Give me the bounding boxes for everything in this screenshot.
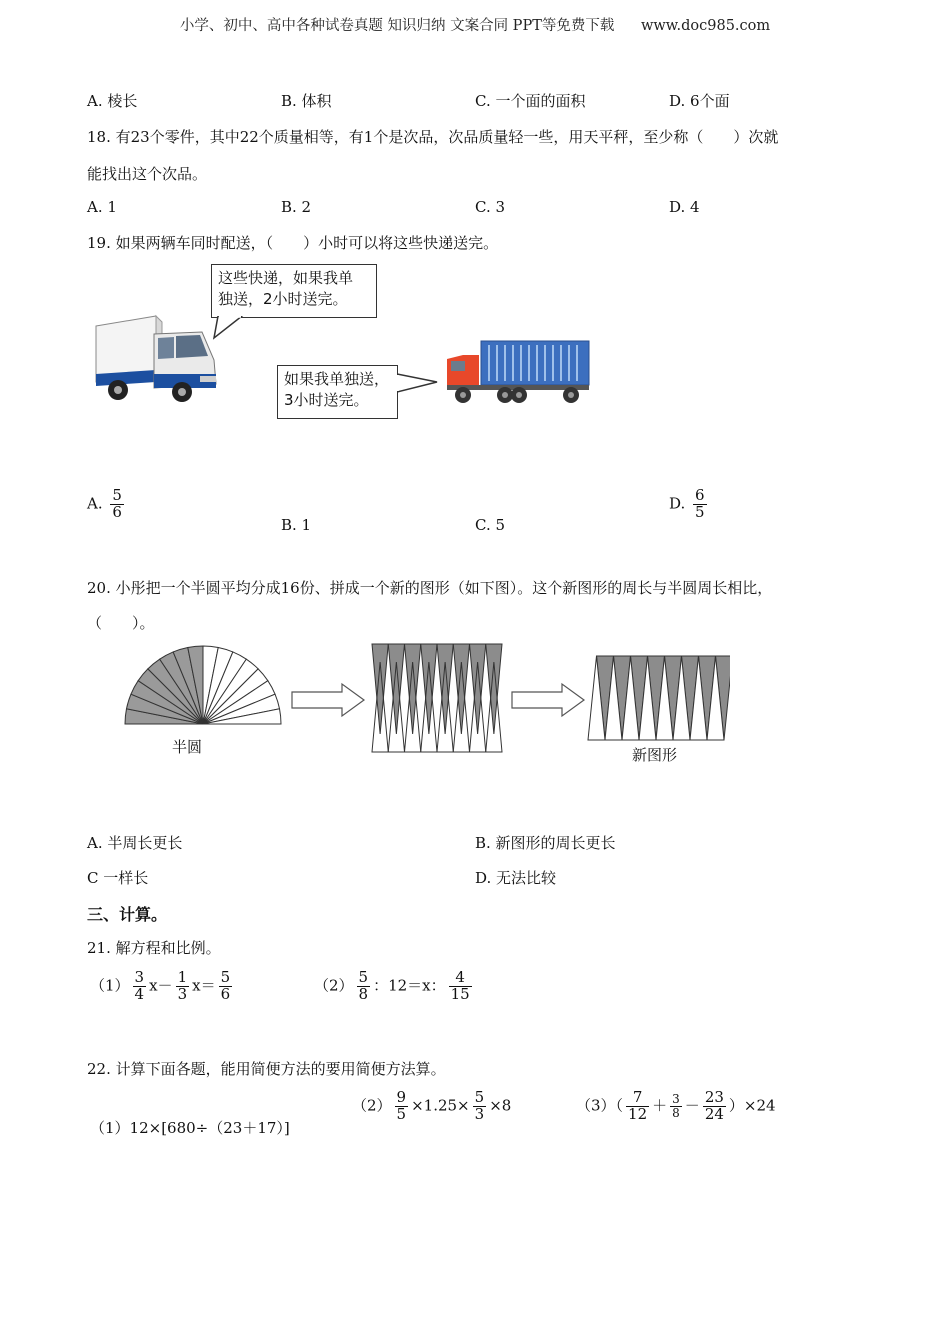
- fraction: [395, 1090, 409, 1123]
- numerator: 7: [632, 1088, 643, 1106]
- q18-option-a: A. 1: [87, 198, 117, 216]
- fraction: [176, 970, 190, 1003]
- fraction: [449, 970, 472, 1003]
- part-label: （2）: [352, 1096, 392, 1115]
- q18-stem-line1: 18. 有23个零件，其中22个质量相等，有1个是次品，次品质量轻一些，用天平秤，至少称（ ）次就: [87, 128, 779, 146]
- fraction: [670, 1093, 682, 1119]
- operator: ×1.25×: [411, 1096, 470, 1115]
- container-truck-illustration: [445, 337, 591, 407]
- numerator: 4: [455, 968, 465, 986]
- bubble1-line2: 独送，2小时送完。: [218, 290, 348, 308]
- q19-option-d: [669, 488, 710, 521]
- operator: ）×24: [728, 1096, 776, 1115]
- q21-part2: [314, 970, 475, 1003]
- operator: ：12＝x：: [373, 976, 446, 995]
- operator: x－: [149, 976, 173, 995]
- numerator: 5: [358, 968, 369, 986]
- q17-option-c: C. 一个面的面积: [475, 92, 586, 110]
- rearranged-sectors-figure: [366, 642, 512, 756]
- fraction: [357, 970, 371, 1003]
- fraction: [473, 1090, 487, 1123]
- right-arrow-icon: [510, 682, 586, 718]
- numerator: 5: [112, 486, 122, 504]
- white-truck-illustration: [92, 312, 220, 406]
- fraction: [693, 488, 707, 521]
- q20-stem-line2: （ ）。: [87, 614, 155, 632]
- numerator: 9: [396, 1088, 407, 1106]
- denominator: 6: [112, 502, 122, 521]
- bubble2-line2: 3小时送完。: [284, 391, 369, 409]
- part-label: （3）（: [576, 1096, 624, 1115]
- operator: －: [684, 1096, 700, 1115]
- numerator: 3: [672, 1092, 680, 1107]
- q20-option-c: C 一样长: [87, 869, 149, 887]
- denominator: 3: [177, 984, 188, 1003]
- q19-option-b: B. 1: [281, 516, 312, 534]
- denominator: 4: [134, 984, 145, 1003]
- fraction: [219, 970, 233, 1003]
- numerator: 5: [220, 968, 231, 986]
- denominator: 8: [358, 984, 369, 1003]
- speech-bubble-container-truck: [277, 365, 398, 419]
- numerator: 5: [474, 1088, 485, 1106]
- denominator: 12: [628, 1104, 648, 1123]
- speech-bubble-white-truck: [211, 264, 377, 318]
- q18-option-d: D. 4: [669, 198, 700, 216]
- q17-option-a: A. 棱长: [87, 92, 138, 110]
- fraction: [133, 970, 147, 1003]
- numerator: 3: [134, 968, 145, 986]
- q20-stem-line1: 20. 小彤把一个半圆平均分成16份、拼成一个新的图形（如下图）。这个新图形的周长与半圆周长相比，: [87, 579, 773, 597]
- q22-part1: （1）12×[680÷（23＋17）]: [90, 1119, 290, 1137]
- denominator: 6: [220, 984, 231, 1003]
- fraction: [626, 1090, 649, 1123]
- q21-stem: 21. 解方程和比例。: [87, 939, 221, 957]
- label-new-shape: 新图形: [632, 746, 678, 764]
- fraction: [703, 1090, 726, 1123]
- numerator: 6: [695, 486, 705, 504]
- new-shape-figure: [584, 654, 730, 744]
- q19-option-a: [87, 488, 127, 521]
- bubble2-tail: [397, 372, 441, 396]
- q20-option-b: B. 新图形的周长更长: [475, 834, 616, 852]
- operator: ＋: [652, 1096, 668, 1115]
- denominator: 8: [672, 1105, 680, 1120]
- fraction: [110, 488, 124, 521]
- q18-option-c: C. 3: [475, 198, 506, 216]
- q21-part1: [90, 970, 235, 1003]
- right-arrow-icon: [290, 682, 366, 718]
- numerator: 1: [177, 968, 188, 986]
- denominator: 5: [695, 502, 705, 521]
- denominator: 15: [450, 984, 470, 1003]
- part-label: （2）: [314, 976, 354, 995]
- q22-part3: [576, 1090, 776, 1123]
- q19-option-a-label: A.: [87, 494, 103, 513]
- bubble2-line1: 如果我单独送，: [284, 370, 390, 388]
- q22-stem: 22. 计算下面各题，能用简便方法的要用简便方法算。: [87, 1060, 446, 1078]
- numerator: 23: [704, 1088, 724, 1106]
- q17-option-b: B. 体积: [281, 92, 332, 110]
- section-heading: 三、计算。: [87, 905, 168, 924]
- denominator: 3: [474, 1104, 485, 1123]
- semicircle-figure: [122, 644, 284, 728]
- q20-option-d: D. 无法比较: [475, 869, 557, 887]
- page-header: [0, 14, 950, 35]
- operator: x＝: [192, 976, 216, 995]
- bubble1-tail: [212, 316, 246, 340]
- label-semicircle: 半圆: [172, 738, 203, 756]
- q19-option-c: C. 5: [475, 516, 506, 534]
- q17-option-d: D. 6个面: [669, 92, 730, 110]
- header-url[interactable]: www.doc985.com: [640, 18, 771, 34]
- q22-part2: [352, 1090, 511, 1123]
- q19-option-d-label: D.: [669, 494, 686, 513]
- part-label: （1）: [90, 976, 130, 995]
- q18-stem-line2: 能找出这个次品。: [87, 165, 208, 183]
- header-title: 小学、初中、高中各种试卷真题 知识归纳 文案合同 PPT等免费下载: [179, 18, 615, 34]
- q19-stem: 19. 如果两辆车同时配送，（ ）小时可以将这些快递送完。: [87, 234, 499, 252]
- q18-option-b: B. 2: [281, 198, 312, 216]
- q20-option-a: A. 半周长更长: [87, 834, 183, 852]
- bubble1-line1: 这些快递，如果我单: [218, 269, 354, 287]
- denominator: 5: [396, 1104, 407, 1123]
- denominator: 24: [704, 1104, 724, 1123]
- operator: ×8: [489, 1096, 512, 1115]
